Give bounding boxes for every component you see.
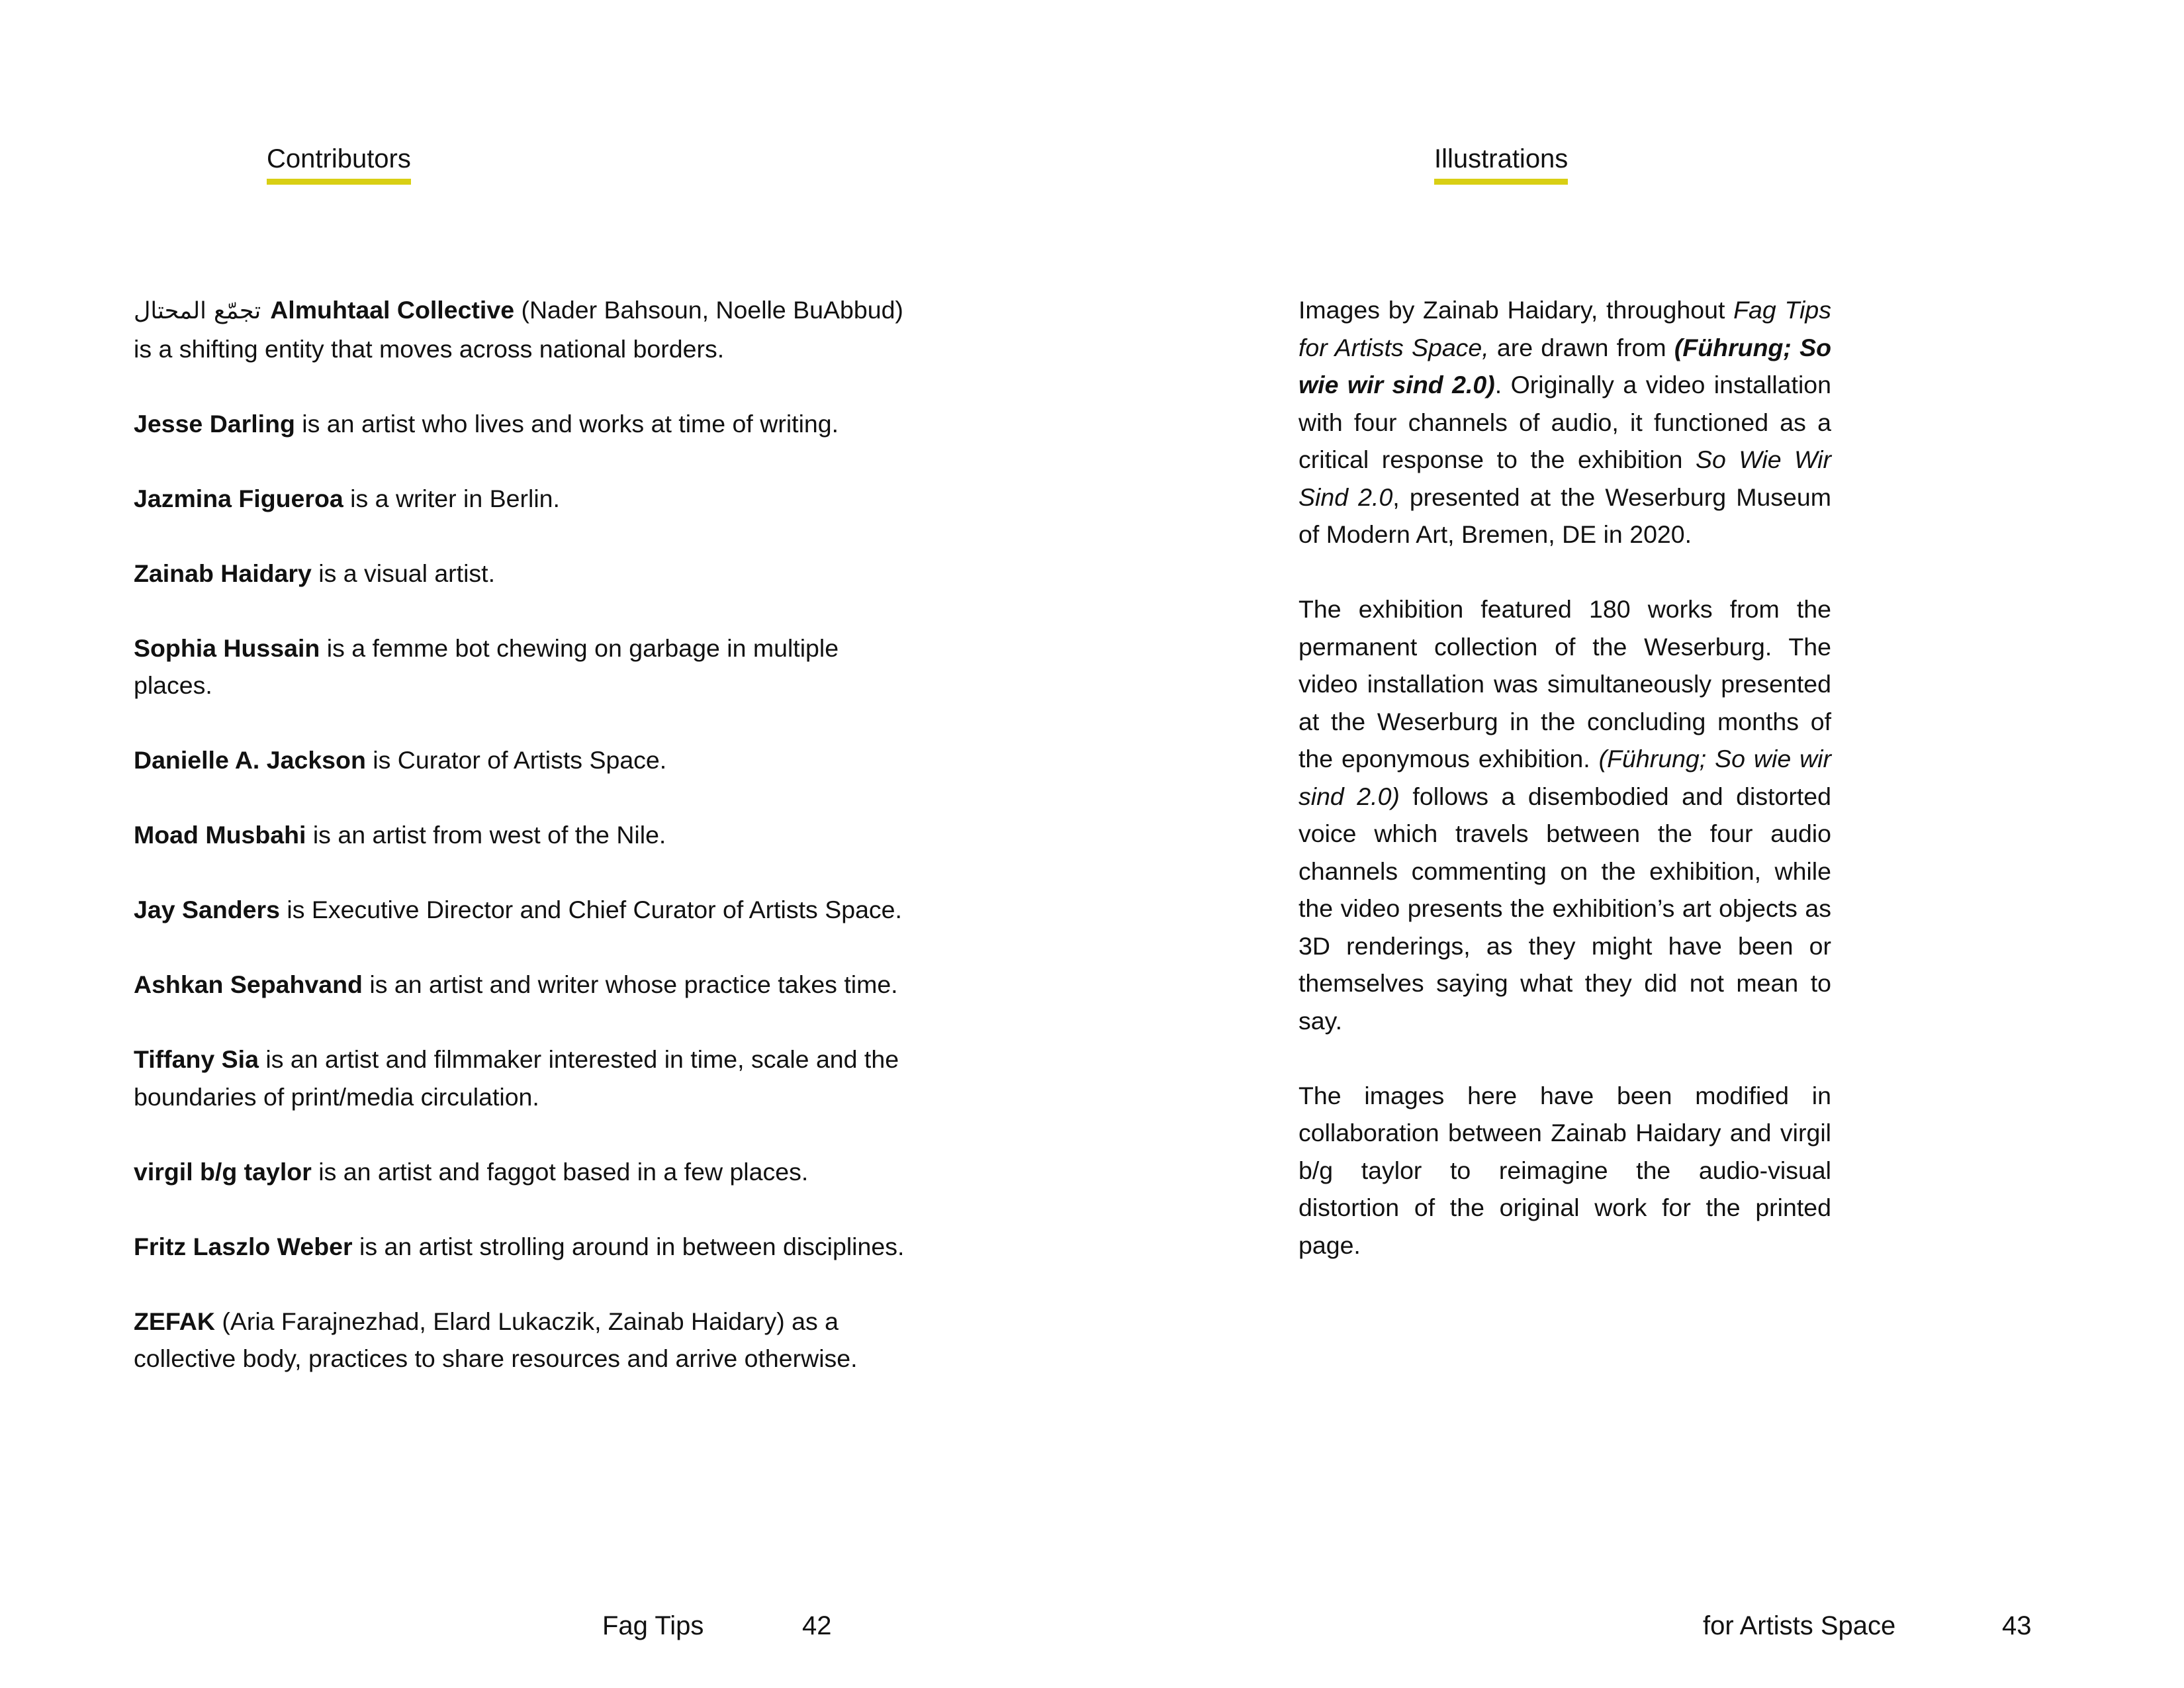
- contributor-bio: is a visual artist.: [311, 559, 496, 587]
- footer-publication-title: for Artists Space: [1703, 1611, 1896, 1640]
- page-number: 43: [2002, 1611, 2032, 1640]
- contributor-entry: [134, 630, 915, 704]
- illustrations-paragraph: [1298, 590, 1831, 1039]
- contributor-bio: is a femme bot chewing on garbage in multiple places.: [134, 633, 839, 699]
- footer-publication-title: Fag Tips: [602, 1611, 704, 1640]
- contributor-entry: [134, 405, 915, 443]
- contributor-entry: [134, 966, 915, 1004]
- contributor-name: Zainab Haidary: [134, 559, 312, 587]
- artwork-title: (Führung; So wie wir sind 2.0): [1298, 333, 1831, 399]
- artwork-title: (Führung; So wie wir sind 2.0): [1298, 745, 1831, 810]
- contributor-bio: is an artist and writer whose practice takes time.: [362, 970, 898, 998]
- contributor-entry: [134, 480, 915, 518]
- contributors-heading: Contributors: [267, 140, 411, 185]
- contributor-name: Danielle A. Jackson: [134, 746, 366, 774]
- contributor-name: Jazmina Figueroa: [134, 484, 343, 512]
- contributor-name: Jay Sanders: [134, 896, 280, 923]
- publication-title-italic: Fag Tips for Artists Space,: [1298, 296, 1831, 361]
- contributor-entry: [134, 1303, 915, 1378]
- page-number: 42: [802, 1611, 832, 1640]
- contributor-bio: is an artist and filmmaker interested in time, scale and the boundaries of print/media circulation.: [134, 1045, 899, 1111]
- contributor-bio: is an artist strolling around in between disciplines.: [352, 1232, 905, 1260]
- text-run: . Originally a video installation with four channels of audio, it functioned as a critical response to the exhibition: [1298, 371, 1832, 473]
- contributors-list: [134, 291, 915, 1415]
- contributor-entry: [134, 291, 915, 367]
- contributor-bio: is an artist and faggot based in a few places.: [311, 1157, 809, 1186]
- illustrations-paragraph: The images here have been modified in collaboration between Zainab Haidary and virgil b/g taylor to reimagine the audio-visual distortion of the original work for the printed page.: [1298, 1081, 1831, 1259]
- text-run: , presented at the Weserburg Museum of Modern Art, Bremen, DE in 2020.: [1298, 483, 1831, 548]
- contributor-bio: is Executive Director and Chief Curator of Artists Space.: [279, 896, 902, 923]
- text-run: Images by Zainab Haidary, throughout: [1298, 296, 1734, 324]
- arabic-collective-name: تجمّع المحتال: [134, 298, 261, 324]
- exhibition-title: So Wie Wir Sind 2.0: [1298, 445, 1831, 511]
- contributor-name: Moad Musbahi: [134, 821, 306, 849]
- contributor-bio: is an artist who lives and works at time of writing.: [295, 409, 839, 438]
- contributor-entry: [134, 555, 915, 592]
- contributor-entry: [134, 1041, 915, 1115]
- illustrations-heading: Illustrations: [1434, 140, 1568, 185]
- contributor-name: ZEFAK: [134, 1307, 215, 1335]
- contributor-entry: [134, 816, 915, 854]
- contributor-name: Jesse Darling: [134, 409, 295, 438]
- contributor-bio: is an artist from west of the Nile.: [306, 821, 666, 849]
- contributor-entry: [134, 741, 915, 779]
- contributor-bio: (Aria Farajnezhad, Elard Lukaczik, Zainab Haidary) as a collective body, practices to share resources and arrive otherwise.: [134, 1307, 858, 1372]
- text-run: are drawn from: [1488, 333, 1674, 361]
- contributor-entry: [134, 1153, 915, 1191]
- contributor-name: virgil b/g taylor: [134, 1157, 312, 1186]
- contributor-entry: [134, 1228, 915, 1266]
- right-page: [1092, 0, 2184, 1688]
- text-run: follows a disembodied and distorted voice which travels between the four audio channels commenting on the exhibition, while the video presents the exhibition’s art objects as 3D renderings, as they might have been or themselves saying what they did not mean to say.: [1298, 782, 1831, 1035]
- contributor-name: Fritz Laszlo Weber: [134, 1232, 353, 1260]
- contributor-bio: is a writer in Berlin.: [343, 484, 560, 512]
- contributor-bio: is Curator of Artists Space.: [365, 746, 667, 774]
- contributor-name: Sophia Hussain: [134, 633, 320, 662]
- contributor-bio: (Nader Bahsoun, Noelle BuAbbud) is a shifting entity that moves across national borders.: [134, 296, 903, 363]
- illustrations-paragraph: [1298, 291, 1831, 553]
- illustrations-text: [1298, 291, 1831, 1301]
- contributor-name: Almuhtaal Collective: [270, 296, 515, 324]
- contributor-name: Tiffany Sia: [134, 1045, 259, 1073]
- contributor-name: Ashkan Sepahvand: [134, 970, 363, 998]
- contributor-entry: [134, 891, 915, 929]
- text-run: The exhibition featured 180 works from the permanent collection of the Weserburg. The video installation was simultaneously presented at the Weserburg in the concluding months of the eponymous exhibition.: [1298, 595, 1831, 773]
